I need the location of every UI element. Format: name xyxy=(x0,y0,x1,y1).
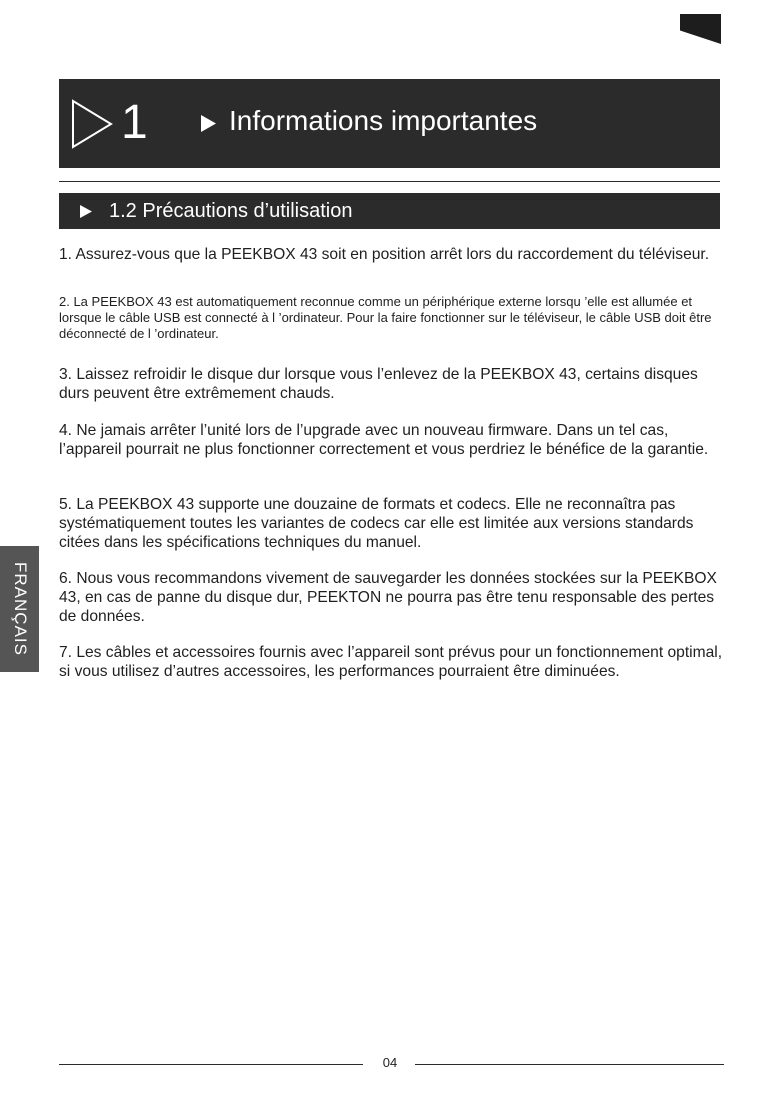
corner-tab-marker xyxy=(680,14,721,44)
footer-rule-left xyxy=(59,1064,363,1065)
language-side-tab xyxy=(0,546,39,672)
precaution-item: 5. La PEEKBOX 43 supporte une douzaine de formats et codecs. Elle ne reconnaîtra pas systématiquement toutes les variantes de codecs car elle est limitée aux versions standards citées dans les spécifications techniques du manuel. xyxy=(59,496,694,551)
precaution-item: 6. Nous vous recommandons vivement de sauvegarder les données stockées sur la PEEKBOX 43, en cas de panne du disque dur, PEEKTON ne pourra pas être tenu responsable des pertes de données. xyxy=(59,570,717,625)
header-divider xyxy=(59,181,720,182)
chapter-banner xyxy=(59,79,720,168)
precaution-item: 7. Les câbles et accessoires fournis avec l’appareil sont prévus pour un fonctionnement optimal, si vous utilisez d’autres accessoires, les performances pourraient être diminuées. xyxy=(59,644,723,680)
precaution-item: 2. La PEEKBOX 43 est automatiquement reconnue comme un périphérique externe lorsqu ’elle est allumée et lorsque le câble USB est connecté à l ’ordinateur. Pour la faire fonctionner sur le téléviseur, le câble USB doit être déconnecté de l ’ordinateur. xyxy=(59,294,712,341)
play-triangle-icon xyxy=(201,115,216,132)
chapter-title: Informations importantes xyxy=(229,105,538,136)
language-label: FRANÇAIS xyxy=(10,562,30,656)
section-banner xyxy=(59,193,720,229)
precaution-item: 1. Assurez-vous que la PEEKBOX 43 soit en position arrêt lors du raccordement du téléviseur. xyxy=(59,246,710,263)
chapter-arrow-icon xyxy=(71,99,113,149)
section-title: 1.2 Précautions d’utilisation xyxy=(109,200,353,222)
page-number: 04 xyxy=(382,1055,398,1070)
chapter-number: 1 xyxy=(121,96,148,149)
play-triangle-icon xyxy=(80,205,92,218)
precaution-item: 4. Ne jamais arrêter l’unité lors de l’upgrade avec un nouveau firmware. Dans un tel cas, l’appareil pourrait ne plus fonctionner correctement et vous perdriez le bénéfice de la garantie. xyxy=(59,422,709,458)
footer-rule-right xyxy=(415,1064,724,1065)
precaution-item: 3. Laissez refroidir le disque dur lorsque vous l’enlevez de la PEEKBOX 43, certains disques durs peuvent être extrêmement chauds. xyxy=(59,366,698,402)
